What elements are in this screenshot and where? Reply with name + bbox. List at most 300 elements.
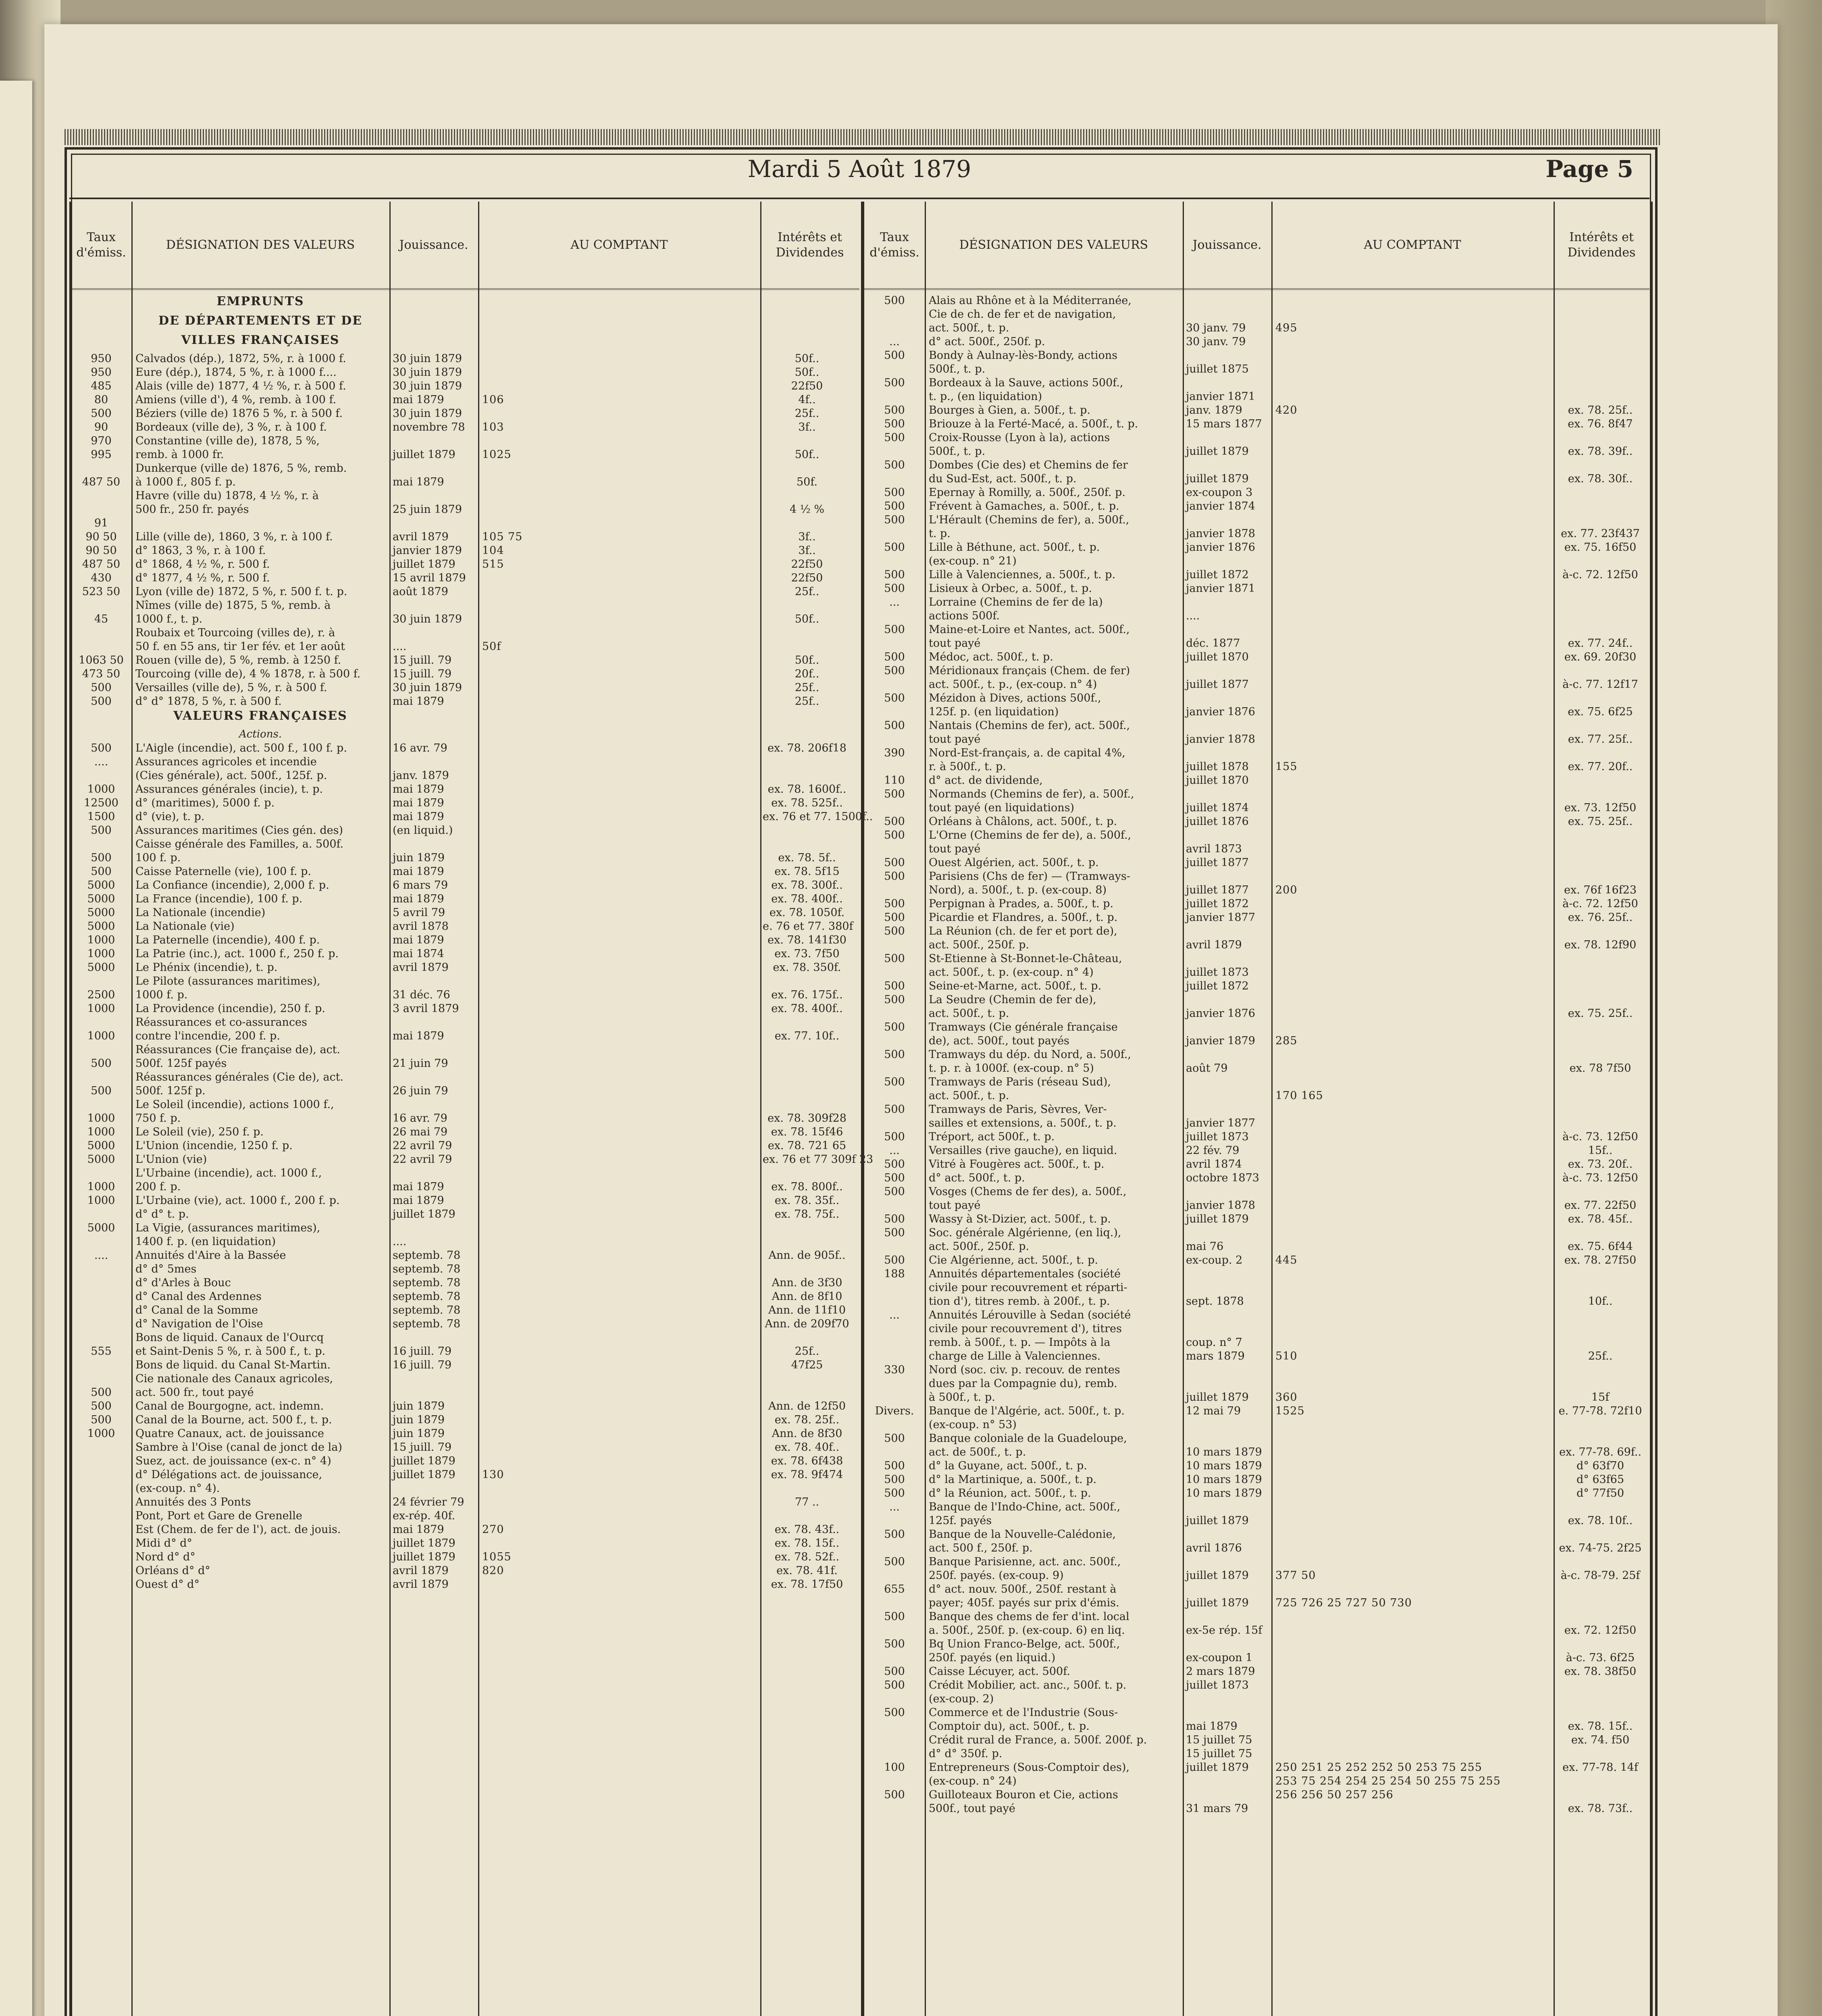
taux-cell: 500 [884,500,905,512]
interets-cell: ex. 77. 25f.. [1568,733,1633,746]
table-row [864,1487,1651,1501]
designation-cell: Réassurances et co-assurances [135,1016,307,1029]
designation-cell: Nord d° d° [135,1551,196,1563]
interets-cell: ex. 78. 75f.. [774,1208,840,1220]
interets-cell: ex. 78. 15f.. [1568,1720,1633,1733]
table-row [71,1277,861,1290]
designation-cell: 50 f. en 55 ans, tir 1er fév. et 1er août [135,640,345,653]
jouissance-cell: janvier 1876 [1186,1007,1255,1020]
table-row [864,1405,1651,1418]
table-row [71,1112,861,1126]
taux-cell: ... [889,1501,900,1513]
designation-cell: Versailles (ville de), 5 %, r. à 500 f. [135,681,327,694]
taux-cell: .... [94,756,108,768]
table-row [71,1085,861,1098]
designation-cell: d° 1863, 3 %, r. à 100 f. [135,544,266,557]
comptant-cell: 725 726 25 727 50 730 [1275,1597,1412,1609]
designation-cell: Epernay à Romilly, a. 500f., 250f. p. [929,486,1125,499]
jouissance-cell: ex-coupon 1 [1186,1652,1253,1664]
jouissance-cell: juillet 1879 [1186,1514,1249,1527]
taux-cell: 500 [884,431,905,444]
table-row [71,503,861,517]
interets-cell: ex. 78. 9f474 [771,1468,843,1481]
designation-cell: Quatre Canaux, act. de jouissance [135,1427,324,1440]
interets-cell: ex. 77. 24f.. [1568,637,1633,650]
designation-cell: Lorraine (Chemins de fer de la) [929,596,1103,608]
interets-cell: 77 .. [795,1496,819,1508]
table-row [71,352,861,366]
table-row [71,879,861,893]
interets-cell: 3f.. [798,544,816,557]
designation-cell: 250f. payés. (ex-coup. 9) [929,1569,1064,1582]
designation-cell: de), act. 500f., tout payés [929,1035,1069,1047]
taux-cell: 1000 [87,783,115,796]
designation-cell: Annuités d'Aire à la Bassée [135,1249,286,1262]
interets-cell: ex. 77. 20f.. [1568,760,1633,773]
designation-cell: act. de 500f., t. p. [929,1446,1026,1458]
table-row [864,993,1651,1007]
table-row [864,1007,1651,1021]
table-row [864,1446,1651,1460]
table-row [71,1222,861,1235]
jouissance-cell: 30 juin 1879 [393,613,462,625]
table-row [71,865,861,879]
designation-cell: act. 500f., t. p. (ex-coup. n° 4) [929,966,1094,979]
jouissance-cell: janvier 1878 [1186,1199,1255,1212]
table-row [864,1131,1651,1144]
table-row [864,610,1651,623]
table-row [71,1057,861,1071]
comptant-cell: 495 [1275,322,1298,334]
jouissance-cell: septemb. 78 [393,1277,461,1289]
interets-cell: d° 63f65 [1576,1473,1624,1486]
designation-cell: Entrepreneurs (Sous-Comptoir des), [929,1761,1130,1774]
designation-cell: sailles et extensions, a. 500f., t. p. [929,1117,1117,1129]
designation-cell: Banque de l'Indo-Chine, act. 500f., [929,1501,1121,1513]
jouissance-cell: janvier 1878 [1186,527,1255,540]
right-table [863,202,1653,2016]
jouissance-cell: septemb. 78 [393,1263,461,1275]
table-row [864,1391,1651,1405]
taux-cell: ... [889,596,900,608]
table-row [864,623,1651,637]
table-row [864,1254,1651,1268]
table-row [864,884,1651,898]
table-row [864,1569,1651,1583]
interets-cell: 3f.. [798,531,816,543]
jouissance-cell: 22 avril 79 [393,1153,452,1166]
taux-cell: 500 [884,952,905,965]
jouissance-cell: mai 1879 [393,1194,444,1207]
jouissance-cell: avril 1879 [1186,939,1242,951]
table-row [864,856,1651,870]
jouissance-cell: juin 1879 [393,1400,445,1412]
designation-cell: Annuités des 3 Ponts [135,1496,251,1508]
table-row [864,925,1651,939]
table-row [71,448,861,462]
comptant-cell: 200 [1275,884,1298,896]
taux-cell: 500 [91,1085,112,1097]
designation-cell: Comptoir du), act. 500f., t. p. [929,1720,1090,1733]
table-row [864,1350,1651,1364]
designation-cell: (ex-coup. n° 24) [929,1775,1017,1787]
table-row [71,893,861,906]
taux-cell: 500 [884,829,905,841]
designation-cell: Médoc, act. 500f., t. p. [929,651,1053,663]
designation-cell: Picardie et Flandres, a. 500f., t. p. [929,911,1118,924]
jouissance-cell: 15 juillet 75 [1186,1747,1252,1760]
col-header-taux: Taux d'émiss. [864,202,925,290]
taux-cell: 5000 [87,879,115,891]
comptant-cell: 270 [482,1523,504,1536]
interets-cell: à-c. 72. 12f50 [1562,898,1638,910]
table-row [864,802,1651,815]
table-row [864,1583,1651,1597]
taux-cell: 950 [91,352,112,365]
designation-cell: d° 1868, 4 ½ %, r. 500 f. [135,558,270,571]
table-row [864,1679,1651,1693]
table-row [864,870,1651,884]
taux-cell: 1000 [87,1126,115,1138]
interets-cell: ex. 78. 141f30 [767,934,847,946]
designation-cell: Tramways (Cie générale française [929,1021,1118,1033]
table-row [71,558,861,572]
jouissance-cell: janvier 1876 [1186,706,1255,718]
comptant-cell: 1055 [482,1551,512,1563]
comptant-cell: 130 [482,1468,504,1481]
designation-cell: Canal de Bourgogne, act. indemn. [135,1400,324,1412]
designation-cell: t. p. r. à 1000f. (ex-coup. n° 5) [929,1062,1094,1075]
table-row [71,681,861,695]
col-header-comptant: AU COMPTANT [478,202,760,290]
designation-cell: Pont, Port et Gare de Grenelle [135,1510,302,1522]
designation-cell: Frévent à Gamaches, a. 500f., t. p. [929,500,1119,512]
interets-cell: ex. 73. 20f.. [1568,1158,1633,1170]
interets-cell: ex. 69. 20f30 [1564,651,1637,663]
interets-cell: 25f.. [795,681,819,694]
comptant-cell: 170 165 [1275,1089,1323,1102]
table-row [864,596,1651,610]
interets-cell: ex. 78. 721 65 [767,1139,847,1152]
interets-cell: ex. 77-78. 14f [1562,1761,1638,1774]
designation-cell: remb. à 1000 fr. [135,448,224,461]
designation-cell: Cie Algérienne, act. 500f., t. p. [929,1254,1098,1266]
jouissance-cell: 6 mars 79 [393,879,448,891]
interets-cell: 50f.. [795,654,819,666]
jouissance-cell: janv. 1879 [1186,404,1242,417]
comptant-cell: 155 [1275,760,1298,773]
designation-cell: act. 500f., t. p. [929,1007,1009,1020]
designation-cell: Le Pilote (assurances maritimes), [135,975,320,987]
designation-cell: d° Canal de la Somme [135,1304,258,1316]
jouissance-cell: janvier 1878 [1186,733,1255,746]
jouissance-cell: 16 avr. 79 [393,1112,447,1125]
comptant-cell: 420 [1275,404,1298,417]
jouissance-cell: juillet 1870 [1186,651,1249,663]
interets-cell: ex. 77. 23f437 [1561,527,1640,540]
jouissance-cell: 10 mars 1879 [1186,1460,1262,1472]
interets-cell: à-c. 72. 12f50 [1562,569,1638,581]
interets-cell: ex. 78. 25f.. [774,1414,840,1426]
section-heading [71,333,861,352]
interets-cell: ex. 75. 6f25 [1568,706,1633,718]
table-row [864,1377,1651,1391]
designation-cell: Bons de liquid. du Canal St-Martin. [135,1359,331,1371]
designation-cell: 500f., t. p. [929,363,986,375]
jouissance-cell: août 79 [1186,1062,1228,1075]
jouissance-cell: juillet 1879 [1186,1597,1249,1609]
table-row [71,1551,861,1564]
designation-cell: d° d° t. p. [135,1208,189,1220]
designation-cell: Caisse Lécuyer, act. 500f. [929,1665,1070,1678]
left-table [69,202,874,2016]
table-row [864,1720,1651,1734]
table-row [864,1418,1651,1432]
interets-cell: ex. 78. 27f50 [1564,1254,1637,1266]
taux-cell: 500 [884,349,905,362]
designation-cell: act. 500f., 250f. p. [929,1240,1030,1253]
designation-cell: L'Union (incendie, 1250 f. p. [135,1139,293,1152]
taux-cell: 485 [91,380,112,392]
table-row [864,1597,1651,1610]
taux-cell: 1000 [87,1030,115,1042]
table-row [71,640,861,654]
designation-cell: d° Délégations act. de jouissance, [135,1468,322,1481]
taux-cell: 110 [884,774,905,787]
interets-cell: à-c. 77. 12f17 [1562,678,1638,691]
interets-cell: 50f. [797,476,817,488]
taux-cell: 1063 50 [79,654,124,666]
designation-cell: Guilloteaux Bouron et Cie, actions [929,1789,1118,1801]
interets-cell: ex. 78. 1600f.. [767,783,847,796]
taux-cell: 500 [884,1158,905,1170]
table-row [864,1089,1651,1103]
jouissance-cell: avril 1879 [393,961,449,974]
header-rule [69,198,1649,199]
table-row [71,824,861,838]
table-row [864,980,1651,993]
taux-cell: 500 [884,1254,905,1266]
interets-cell: ex. 76. 175f.. [771,989,843,1001]
col-header-designation: DÉSIGNATION DES VALEURS [925,202,1183,290]
interets-cell: ex. 78. 40f.. [774,1441,840,1454]
section-label: VILLES FRANÇAISES [181,333,340,347]
taux-cell: 90 50 [85,544,117,557]
table-row [864,486,1651,500]
table-row [864,1117,1651,1131]
comptant-cell: 104 [482,544,504,557]
jouissance-cell: 5 avril 79 [393,906,445,919]
section-label: VALEURS FRANÇAISES [173,709,347,723]
taux-cell: 5000 [87,1139,115,1152]
taux-cell: 5000 [87,1153,115,1166]
taux-cell: 500 [884,664,905,677]
designation-cell: Lille à Valenciennes, a. 500f., t. p. [929,569,1116,581]
jouissance-cell: mai 1879 [393,797,444,809]
table-row [71,1510,861,1523]
taux-cell: 500 [884,1185,905,1198]
table-row [71,1496,861,1510]
table-row [864,706,1651,719]
table-row [71,695,861,709]
jouissance-cell: 10 mars 1879 [1186,1473,1262,1486]
taux-cell: 500 [884,1665,905,1678]
interets-cell: 20f.. [795,668,819,680]
taux-cell: 500 [884,692,905,704]
jouissance-cell: septemb. 78 [393,1304,461,1316]
table-row [71,1482,861,1496]
jouissance-cell: janvier 1879 [1186,1035,1255,1047]
taux-cell: 500 [884,418,905,430]
interets-cell: 22f50 [791,380,823,392]
designation-cell: (ex-coup. n° 53) [929,1418,1017,1431]
interets-cell: ex. 73. 12f50 [1564,802,1637,814]
table-row [71,1345,861,1359]
taux-cell: 100 [884,1761,905,1774]
designation-cell: act. 500f., 250f. p. [929,939,1030,951]
jouissance-cell: 30 juin 1879 [393,366,462,379]
table-row [864,1144,1651,1158]
jouissance-cell: avril 1874 [1186,1158,1242,1170]
jouissance-cell: mai 1879 [393,476,444,488]
designation-cell: (Cies générale), act. 500f., 125f. p. [135,769,327,782]
taux-cell: 500 [884,1638,905,1650]
designation-cell: La Providence (incendie), 250 f. p. [135,1002,325,1015]
designation-cell: Banque de l'Algérie, act. 500f., t. p. [929,1405,1125,1417]
interets-cell: ex. 74-75. 2f25 [1559,1542,1642,1554]
table-row [864,1035,1651,1048]
designation-cell: La Seudre (Chemin de fer de), [929,993,1096,1006]
designation-cell: Assurances générales (incie), t. p. [135,783,323,796]
interets-cell: ex. 78. 525f.. [771,797,843,809]
jouissance-cell: janvier 1879 [393,544,462,557]
section-heading [71,314,861,333]
jouissance-cell: déc. 1877 [1186,637,1240,650]
jouissance-cell: 26 juin 79 [393,1085,448,1097]
interets-cell: 25f.. [1588,1350,1613,1362]
taux-cell: 500 [884,719,905,732]
jouissance-cell: ex-5e rép. 15f [1186,1624,1263,1637]
table-row [71,517,861,531]
table-row [71,394,861,407]
jouissance-cell: juin 1879 [393,1427,445,1440]
taux-cell: 950 [91,366,112,379]
taux-cell: 995 [91,448,112,461]
taux-cell: 500 [91,407,112,420]
interets-cell: ex. 75. 25f.. [1568,815,1633,828]
interets-cell: ex. 78. 1050f. [769,906,845,919]
jouissance-cell: juillet 1879 [393,1468,456,1481]
designation-cell: du Sud-Est, act. 500f., t. p. [929,473,1077,485]
jouissance-cell: juillet 1872 [1186,569,1249,581]
table-row [71,1455,861,1468]
jouissance-cell: mai 1879 [393,695,444,708]
interets-cell: ex. 76 et 77 309f 23 [763,1153,874,1166]
taux-cell: Divers. [875,1405,914,1417]
interets-cell: à-c. 73. 12f50 [1562,1172,1638,1184]
taux-cell: 500 [91,1414,112,1426]
jouissance-cell: 16 avr. 79 [393,742,447,754]
jouissance-cell: 30 janv. 79 [1186,322,1246,334]
table-row [71,668,861,681]
table-row [864,1556,1651,1569]
taux-cell: 500 [884,911,905,924]
designation-cell: d° d° 5mes [135,1263,197,1275]
table-row [71,1304,861,1318]
taux-cell: 500 [884,1048,905,1061]
jouissance-cell: juillet 1873 [1186,1679,1249,1691]
interets-cell: Ann. de 8f10 [772,1290,842,1303]
taux-cell: 90 50 [85,531,117,543]
taux-cell: 5000 [87,906,115,919]
designation-cell: Le Phénix (incendie), t. p. [135,961,278,974]
page-header [69,151,1649,192]
designation-cell: Wassy à St-Dizier, act. 500f., t. p. [929,1213,1111,1225]
designation-cell: Versailles (rive gauche), en liquid. [929,1144,1117,1157]
table-row [71,1386,861,1400]
table-row [71,1194,861,1208]
table-row [71,654,861,668]
table-row [71,1578,861,1592]
table-row [864,829,1651,843]
table-row [864,1213,1651,1227]
table-row [71,783,861,797]
right-rows [864,294,1651,1816]
interets-cell: ex. 78. 45f.. [1568,1213,1633,1225]
comptant-cell: 105 75 [482,531,523,543]
table-row [864,294,1651,308]
table-row [864,1501,1651,1514]
taux-cell: 500 [884,980,905,992]
designation-cell: tout payé [929,637,981,650]
interets-cell: ex. 76. 8f47 [1568,418,1633,430]
jouissance-cell: 10 mars 1879 [1186,1487,1262,1500]
table-row [864,1185,1651,1199]
designation-cell: Amiens (ville d'), 4 %, remb. à 100 f. [135,394,337,406]
comptant-cell: 253 75 254 254 25 254 50 255 75 255 [1275,1775,1501,1787]
designation-cell: d° 1877, 4 ½ %, r. 500 f. [135,572,270,584]
designation-cell: a. 500f., 250f. p. (ex-coup. 6) en liq. [929,1624,1125,1637]
interets-cell: ex. 78. 35f.. [774,1194,840,1207]
table-row [864,898,1651,911]
table-row [71,1071,861,1085]
jouissance-cell: 30 juin 1879 [393,681,462,694]
comptant-cell: 106 [482,394,504,406]
jouissance-cell: ex-coupon 3 [1186,486,1253,499]
jouissance-cell: avril 1873 [1186,843,1242,855]
designation-cell: Caisse Paternelle (vie), 100 f. p. [135,865,311,878]
designation-cell: d° la Martinique, a. 500f., t. p. [929,1473,1097,1486]
designation-cell: 125f. payés [929,1514,992,1527]
designation-cell: Assurances agricoles et incendie [135,756,317,768]
designation-cell: Mézidon à Dives, actions 500f., [929,692,1101,704]
jouissance-cell: mai 1879 [393,810,444,823]
col-header-interets: Intérêts et Dividendes [760,202,859,290]
jouissance-cell: juillet 1879 [1186,473,1249,485]
table-row [864,1309,1651,1322]
interets-cell: e. 76 et 77. 380f [763,920,853,933]
designation-cell: r. à 500f., t. p. [929,760,1006,773]
designation-cell: Maine-et-Loire et Nantes, act. 500f., [929,623,1130,636]
taux-cell: 1000 [87,1427,115,1440]
designation-cell: Alais (ville de) 1877, 4 ½ %, r. à 500 f. [135,380,346,392]
table-row [71,769,861,783]
taux-cell: ... [889,335,900,348]
jouissance-cell: janv. 1879 [393,769,449,782]
table-row [864,541,1651,555]
jouissance-cell: 21 juin 79 [393,1057,448,1070]
designation-cell: Soc. générale Algérienne, (en liq.), [929,1227,1121,1239]
